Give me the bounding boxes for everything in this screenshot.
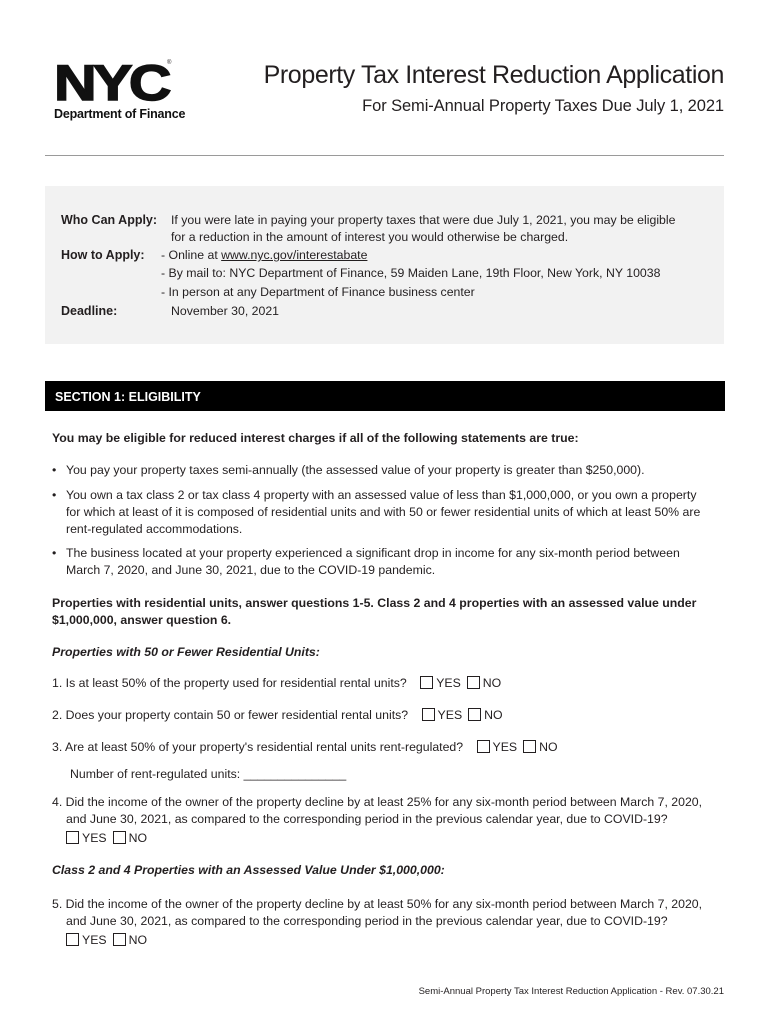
question-4-line-1: 4. Did the income of the owner of the property decline by at least 25% for any six-month period between March 7, 2020, <box>52 795 703 809</box>
footer-revision: Semi-Annual Property Tax Interest Reduction Application - Rev. 07.30.21 <box>418 986 724 997</box>
instructions-line-1: Properties with residential units, answer questions 1-5. Class 2 and 4 properties with an assessed value under <box>52 596 697 610</box>
online-prefix: - Online at <box>161 248 222 262</box>
q3-no-checkbox[interactable] <box>523 740 536 753</box>
question-3 <box>52 739 558 756</box>
who-can-apply-line-2: for a reduction in the amount of interest you would otherwise be charged. <box>171 230 569 244</box>
how-to-apply-person: - In person at any Department of Finance business center <box>161 285 475 299</box>
q5-no-label: NO <box>128 933 148 947</box>
eligibility-bullet-3: • The business located at your property experienced a significant drop in income for any six-month period between March 7, 2020, and June 30, 2021, due to the COVID-19 pandemic. <box>52 545 712 579</box>
nyc-dof-logo <box>54 55 204 121</box>
eligibility-bullet-2: • You own a tax class 2 or tax class 4 property with an assessed value of less than $1,000,000, or you own a property for which at least of it is composed of residential units and with 50 or fewer residential units of which at least 50% are rent-regulated accommodations. <box>52 487 712 538</box>
q1-yes-checkbox[interactable] <box>420 676 433 689</box>
how-to-apply-label: How to Apply: <box>61 248 145 262</box>
deadline-value: November 30, 2021 <box>171 304 280 318</box>
q5-options <box>52 932 702 949</box>
page-title: Property Tax Interest Reduction Application <box>263 61 724 89</box>
how-to-apply-mail: - By mail to: NYC Department of Finance, 59 Maiden Lane, 19th Floor, New York, NY 10038 <box>161 266 661 280</box>
q3-yes-label: YES <box>492 740 518 754</box>
q1-yes-label: YES <box>436 676 461 690</box>
logo-registered-mark: ® <box>167 60 172 66</box>
instructions-line-2: $1,000,000, answer question 6. <box>52 613 232 627</box>
question-4-line-2: and June 30, 2021, as compared to the corresponding period in the previous calendar year, due to COVID-19? <box>66 812 668 826</box>
q3-no-label: NO <box>539 740 558 754</box>
q5-yes-label: YES <box>82 933 107 947</box>
q4-yes-checkbox[interactable] <box>66 831 79 844</box>
q5-yes-checkbox[interactable] <box>66 933 79 946</box>
question-2 <box>52 707 503 724</box>
q4-no-label: NO <box>128 831 148 845</box>
page-subtitle: For Semi-Annual Property Taxes Due July 1, 2021 <box>362 97 724 115</box>
q4-no-checkbox[interactable] <box>113 831 126 844</box>
instructions <box>52 595 722 629</box>
question-2-text: 2. Does your property contain 50 or fewer residential rental units? <box>52 708 409 722</box>
info-box <box>45 186 724 344</box>
who-can-apply-text <box>171 212 711 246</box>
q1-no-label: NO <box>482 676 502 690</box>
q3-yes-checkbox[interactable] <box>477 740 490 753</box>
q2-yes-checkbox[interactable] <box>422 708 435 721</box>
question-4 <box>52 794 702 847</box>
q5-no-checkbox[interactable] <box>113 933 126 946</box>
eligibility-bullet-1: • You pay your property taxes semi-annually (the assessed value of your property is greater than $250,000). <box>52 462 712 479</box>
question-5 <box>52 896 702 949</box>
who-can-apply-label: Who Can Apply: <box>61 213 158 227</box>
question-5-line-2: and June 30, 2021, as compared to the corresponding period in the previous calendar year, due to COVID-19? <box>66 914 668 928</box>
section-1-header: SECTION 1: ELIGIBILITY <box>45 381 725 411</box>
q2-no-checkbox[interactable] <box>468 708 481 721</box>
how-to-apply-online <box>161 247 367 264</box>
question-1 <box>52 675 501 692</box>
question-5-line-1: 5. Did the income of the owner of the property decline by at least 50% for any six-month period between March 7, 2020, <box>52 897 703 911</box>
deadline-label: Deadline: <box>61 304 118 318</box>
subhead-residential: Properties with 50 or Fewer Residential Units: <box>52 645 320 659</box>
q4-options <box>52 830 702 847</box>
header-divider <box>45 155 724 156</box>
who-can-apply-line-1: If you were late in paying your property taxes that were due July 1, 2021, you may be eligible <box>171 213 676 227</box>
q1-no-checkbox[interactable] <box>467 676 480 689</box>
question-3-text: 3. Are at least 50% of your property's residential rental units rent-regulated? <box>52 740 464 754</box>
online-link[interactable]: www.nyc.gov/interestabate <box>221 248 368 262</box>
q4-yes-label: YES <box>82 831 107 845</box>
logo-mark: NYC <box>54 55 168 111</box>
q2-no-label: NO <box>484 708 503 722</box>
question-1-text: 1. Is at least 50% of the property used for residential rental units? <box>52 676 407 690</box>
logo-subtitle: Department of Finance <box>54 107 186 121</box>
q2-yes-label: YES <box>437 708 463 722</box>
eligibility-intro: You may be eligible for reduced interest charges if all of the following statements are true: <box>52 431 579 445</box>
subhead-class-2-4: Class 2 and 4 Properties with an Assessed Value Under $1,000,000: <box>52 863 445 877</box>
q3-units-field[interactable]: Number of rent-regulated units: _______________ <box>70 767 347 781</box>
